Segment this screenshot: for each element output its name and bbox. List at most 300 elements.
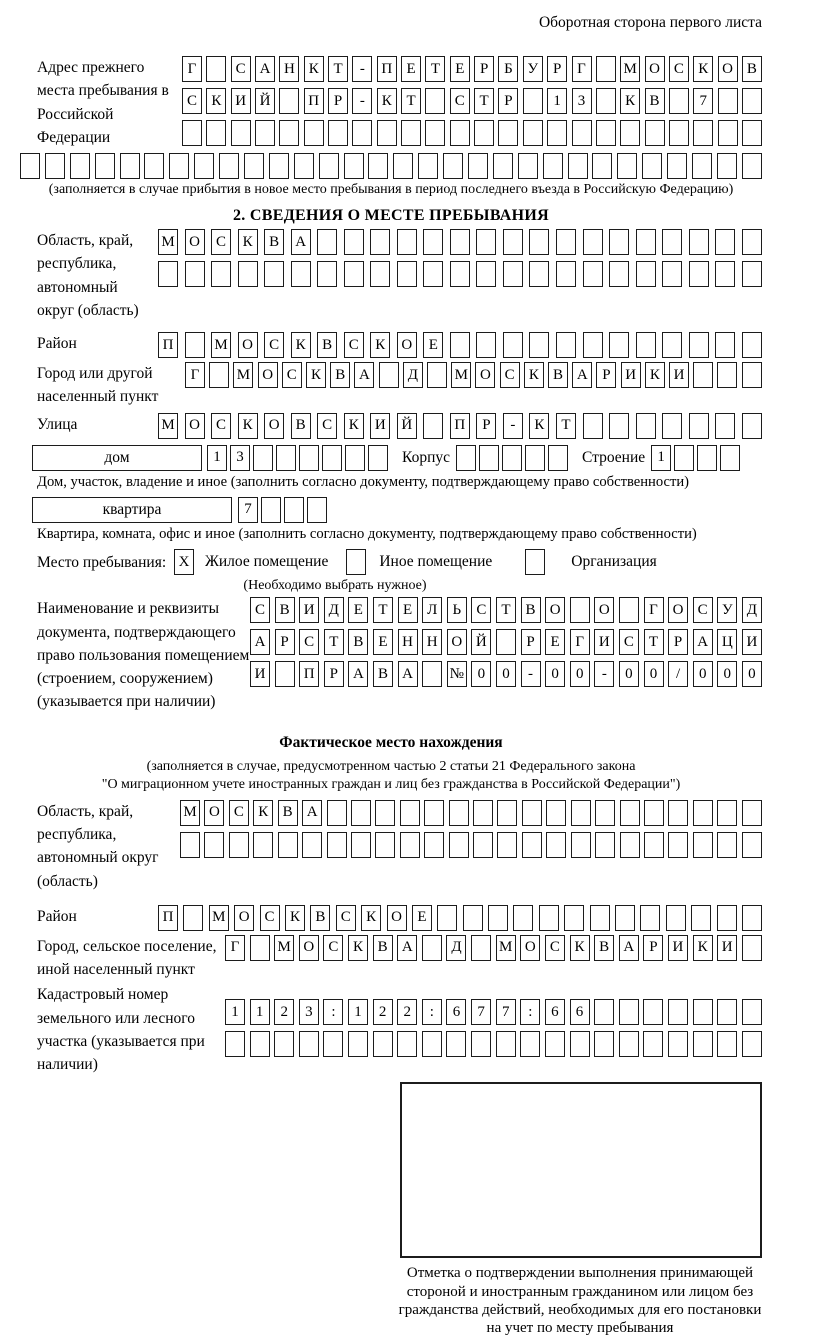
char-box[interactable]: Т xyxy=(425,56,445,82)
char-box[interactable]: К xyxy=(620,88,640,114)
char-box[interactable]: Е xyxy=(545,629,565,655)
char-box[interactable] xyxy=(668,999,688,1025)
char-box[interactable] xyxy=(596,56,616,82)
char-box[interactable] xyxy=(183,905,203,931)
char-box[interactable]: К xyxy=(344,413,364,439)
char-box[interactable] xyxy=(476,332,496,358)
char-box[interactable]: Е xyxy=(450,56,470,82)
char-box[interactable]: - xyxy=(503,413,523,439)
char-box[interactable] xyxy=(520,1031,540,1057)
char-box[interactable]: К xyxy=(291,332,311,358)
char-box[interactable] xyxy=(572,120,592,146)
char-box[interactable] xyxy=(274,1031,294,1057)
char-box[interactable]: - xyxy=(594,661,614,687)
char-box[interactable]: О xyxy=(520,935,540,961)
char-box[interactable]: П xyxy=(158,332,178,358)
char-box[interactable] xyxy=(299,445,319,471)
char-box[interactable] xyxy=(449,800,469,826)
char-box[interactable] xyxy=(370,261,390,287)
char-box[interactable]: С xyxy=(299,629,319,655)
char-box[interactable] xyxy=(284,497,304,523)
char-box[interactable]: О xyxy=(299,935,319,961)
char-box[interactable] xyxy=(692,153,712,179)
char-box[interactable]: Д xyxy=(446,935,466,961)
char-box[interactable] xyxy=(497,832,517,858)
char-box[interactable]: С xyxy=(182,88,202,114)
char-box[interactable] xyxy=(449,832,469,858)
char-box[interactable] xyxy=(375,800,395,826)
char-box[interactable] xyxy=(583,332,603,358)
char-box[interactable]: Т xyxy=(401,88,421,114)
char-box[interactable] xyxy=(522,800,542,826)
char-box[interactable]: 3 xyxy=(572,88,592,114)
char-box[interactable]: 7 xyxy=(496,999,516,1025)
char-box[interactable]: К xyxy=(361,905,381,931)
char-box[interactable]: М xyxy=(274,935,294,961)
char-box[interactable] xyxy=(180,832,200,858)
char-box[interactable] xyxy=(556,261,576,287)
char-box[interactable] xyxy=(642,153,662,179)
char-box[interactable] xyxy=(20,153,40,179)
char-box[interactable]: А xyxy=(255,56,275,82)
char-box[interactable] xyxy=(348,1031,368,1057)
char-box[interactable] xyxy=(304,120,324,146)
char-box[interactable] xyxy=(564,905,584,931)
char-box[interactable]: Т xyxy=(328,56,348,82)
char-box[interactable] xyxy=(742,88,762,114)
char-box[interactable] xyxy=(502,445,522,471)
char-box[interactable] xyxy=(636,413,656,439)
char-box[interactable] xyxy=(689,229,709,255)
char-box[interactable] xyxy=(596,120,616,146)
char-box[interactable]: Е xyxy=(423,332,443,358)
char-box[interactable]: С xyxy=(669,56,689,82)
char-box[interactable] xyxy=(269,153,289,179)
char-box[interactable] xyxy=(742,229,762,255)
char-box[interactable]: Е xyxy=(412,905,432,931)
char-box[interactable]: К xyxy=(377,88,397,114)
char-box[interactable] xyxy=(668,1031,688,1057)
char-box[interactable]: И xyxy=(742,629,762,655)
char-box[interactable] xyxy=(456,445,476,471)
char-box[interactable] xyxy=(158,261,178,287)
char-box[interactable] xyxy=(344,153,364,179)
char-box[interactable] xyxy=(238,261,258,287)
char-box[interactable] xyxy=(693,120,713,146)
char-box[interactable] xyxy=(720,445,740,471)
char-box[interactable]: И xyxy=(621,362,641,388)
char-box[interactable] xyxy=(742,153,762,179)
char-box[interactable] xyxy=(185,332,205,358)
char-box[interactable] xyxy=(590,905,610,931)
char-box[interactable]: В xyxy=(330,362,350,388)
char-box[interactable] xyxy=(45,153,65,179)
char-box[interactable] xyxy=(568,153,588,179)
char-box[interactable]: В xyxy=(645,88,665,114)
char-box[interactable]: 7 xyxy=(471,999,491,1025)
char-box[interactable]: Е xyxy=(401,56,421,82)
char-box[interactable] xyxy=(546,832,566,858)
char-box[interactable]: О xyxy=(594,597,614,623)
char-box[interactable] xyxy=(327,800,347,826)
char-box[interactable]: Р xyxy=(643,935,663,961)
char-box[interactable] xyxy=(368,153,388,179)
char-box[interactable] xyxy=(204,832,224,858)
char-box[interactable] xyxy=(717,905,737,931)
char-box[interactable] xyxy=(264,261,284,287)
char-box[interactable] xyxy=(473,832,493,858)
char-box[interactable] xyxy=(689,261,709,287)
char-box[interactable]: О xyxy=(234,905,254,931)
char-box[interactable]: О xyxy=(204,800,224,826)
char-box[interactable] xyxy=(556,229,576,255)
char-box[interactable] xyxy=(450,229,470,255)
char-box[interactable]: 0 xyxy=(644,661,664,687)
char-box[interactable]: К xyxy=(570,935,590,961)
char-box[interactable]: К xyxy=(306,362,326,388)
char-box[interactable]: Р xyxy=(476,413,496,439)
char-box[interactable]: И xyxy=(594,629,614,655)
char-box[interactable] xyxy=(471,935,491,961)
char-box[interactable]: В xyxy=(348,629,368,655)
char-box[interactable]: С xyxy=(260,905,280,931)
char-box[interactable]: С xyxy=(336,905,356,931)
char-box[interactable] xyxy=(636,229,656,255)
char-box[interactable] xyxy=(422,661,442,687)
char-box[interactable] xyxy=(474,120,494,146)
char-box[interactable] xyxy=(742,800,762,826)
char-box[interactable]: С xyxy=(693,597,713,623)
char-box[interactable]: П xyxy=(304,88,324,114)
char-box[interactable] xyxy=(302,832,322,858)
char-box[interactable] xyxy=(693,362,713,388)
char-box[interactable]: В xyxy=(548,362,568,388)
char-box[interactable]: 6 xyxy=(545,999,565,1025)
char-box[interactable]: С xyxy=(250,597,270,623)
char-box[interactable]: 0 xyxy=(717,661,737,687)
char-box[interactable] xyxy=(640,905,660,931)
char-box[interactable] xyxy=(689,332,709,358)
char-box[interactable] xyxy=(95,153,115,179)
char-box[interactable]: К xyxy=(304,56,324,82)
char-box[interactable] xyxy=(275,661,295,687)
char-box[interactable]: № xyxy=(447,661,467,687)
char-box[interactable] xyxy=(742,832,762,858)
char-box[interactable]: Е xyxy=(348,597,368,623)
char-box[interactable]: А xyxy=(291,229,311,255)
char-box[interactable]: : xyxy=(323,999,343,1025)
char-box[interactable]: Т xyxy=(324,629,344,655)
char-box[interactable]: К xyxy=(285,905,305,931)
char-box[interactable]: Г xyxy=(572,56,592,82)
char-box[interactable] xyxy=(556,332,576,358)
char-box[interactable]: 1 xyxy=(225,999,245,1025)
char-box[interactable]: С xyxy=(344,332,364,358)
char-box[interactable] xyxy=(594,999,614,1025)
char-box[interactable] xyxy=(662,332,682,358)
char-box[interactable] xyxy=(229,832,249,858)
char-box[interactable] xyxy=(529,229,549,255)
char-box[interactable] xyxy=(742,362,762,388)
char-box[interactable] xyxy=(503,229,523,255)
char-box[interactable]: К xyxy=(529,413,549,439)
char-box[interactable]: Т xyxy=(474,88,494,114)
char-box[interactable]: М xyxy=(180,800,200,826)
char-box[interactable]: И xyxy=(668,935,688,961)
char-box[interactable] xyxy=(418,153,438,179)
char-box[interactable] xyxy=(570,1031,590,1057)
char-box[interactable] xyxy=(529,261,549,287)
char-box[interactable] xyxy=(169,153,189,179)
char-box[interactable]: Р xyxy=(521,629,541,655)
char-box[interactable]: К xyxy=(370,332,390,358)
char-box[interactable]: 1 xyxy=(207,445,227,471)
char-box[interactable] xyxy=(595,800,615,826)
char-box[interactable]: Р xyxy=(324,661,344,687)
organization-checkbox[interactable] xyxy=(525,549,545,575)
char-box[interactable] xyxy=(522,832,542,858)
char-box[interactable] xyxy=(693,1031,713,1057)
char-box[interactable] xyxy=(715,229,735,255)
char-box[interactable]: 0 xyxy=(693,661,713,687)
char-box[interactable]: У xyxy=(717,597,737,623)
char-box[interactable] xyxy=(488,905,508,931)
residential-checkbox[interactable]: X xyxy=(174,549,194,575)
char-box[interactable] xyxy=(225,1031,245,1057)
char-box[interactable] xyxy=(185,261,205,287)
char-box[interactable] xyxy=(344,261,364,287)
char-box[interactable] xyxy=(513,905,533,931)
char-box[interactable] xyxy=(279,88,299,114)
char-box[interactable]: А xyxy=(572,362,592,388)
char-box[interactable]: Д xyxy=(742,597,762,623)
char-box[interactable]: 7 xyxy=(693,88,713,114)
char-box[interactable]: О xyxy=(185,229,205,255)
char-box[interactable] xyxy=(377,120,397,146)
char-box[interactable] xyxy=(476,261,496,287)
char-box[interactable] xyxy=(539,905,559,931)
char-box[interactable] xyxy=(375,832,395,858)
char-box[interactable] xyxy=(352,120,372,146)
char-box[interactable] xyxy=(423,229,443,255)
char-box[interactable] xyxy=(450,261,470,287)
char-box[interactable]: Р xyxy=(547,56,567,82)
char-box[interactable] xyxy=(427,362,447,388)
char-box[interactable] xyxy=(423,413,443,439)
char-box[interactable] xyxy=(718,88,738,114)
char-box[interactable] xyxy=(351,800,371,826)
char-box[interactable]: И xyxy=(669,362,689,388)
char-box[interactable]: Р xyxy=(275,629,295,655)
char-box[interactable] xyxy=(523,88,543,114)
char-box[interactable]: О xyxy=(475,362,495,388)
char-box[interactable]: В xyxy=(742,56,762,82)
char-box[interactable] xyxy=(279,120,299,146)
char-box[interactable] xyxy=(543,153,563,179)
char-box[interactable] xyxy=(668,800,688,826)
char-box[interactable]: С xyxy=(317,413,337,439)
char-box[interactable] xyxy=(437,905,457,931)
char-box[interactable]: А xyxy=(693,629,713,655)
char-box[interactable]: О xyxy=(258,362,278,388)
char-box[interactable]: С xyxy=(211,413,231,439)
char-box[interactable]: М xyxy=(496,935,516,961)
char-box[interactable] xyxy=(255,120,275,146)
char-box[interactable]: Т xyxy=(373,597,393,623)
char-box[interactable] xyxy=(717,800,737,826)
char-box[interactable] xyxy=(715,413,735,439)
char-box[interactable]: 1 xyxy=(348,999,368,1025)
char-box[interactable] xyxy=(503,261,523,287)
char-box[interactable] xyxy=(194,153,214,179)
char-box[interactable] xyxy=(261,497,281,523)
char-box[interactable]: Р xyxy=(596,362,616,388)
char-box[interactable] xyxy=(182,120,202,146)
char-box[interactable] xyxy=(253,445,273,471)
char-box[interactable] xyxy=(424,800,444,826)
char-box[interactable] xyxy=(742,120,762,146)
char-box[interactable] xyxy=(493,153,513,179)
char-box[interactable]: С xyxy=(264,332,284,358)
char-box[interactable]: В xyxy=(291,413,311,439)
char-box[interactable] xyxy=(666,905,686,931)
char-box[interactable] xyxy=(662,229,682,255)
char-box[interactable]: - xyxy=(521,661,541,687)
char-box[interactable] xyxy=(583,229,603,255)
char-box[interactable] xyxy=(231,120,251,146)
char-box[interactable]: 6 xyxy=(446,999,466,1025)
char-box[interactable] xyxy=(291,261,311,287)
char-box[interactable] xyxy=(742,332,762,358)
char-box[interactable]: И xyxy=(717,935,737,961)
char-box[interactable]: И xyxy=(299,597,319,623)
char-box[interactable]: Й xyxy=(397,413,417,439)
char-box[interactable]: - xyxy=(352,56,372,82)
char-box[interactable]: В xyxy=(278,800,298,826)
char-box[interactable]: П xyxy=(158,905,178,931)
char-box[interactable] xyxy=(299,1031,319,1057)
char-box[interactable] xyxy=(717,362,737,388)
char-box[interactable] xyxy=(525,445,545,471)
char-box[interactable]: Т xyxy=(556,413,576,439)
char-box[interactable] xyxy=(596,88,616,114)
char-box[interactable]: Г xyxy=(644,597,664,623)
char-box[interactable] xyxy=(278,832,298,858)
char-box[interactable]: П xyxy=(299,661,319,687)
char-box[interactable]: А xyxy=(397,935,417,961)
char-box[interactable] xyxy=(393,153,413,179)
char-box[interactable] xyxy=(328,120,348,146)
char-box[interactable] xyxy=(571,800,591,826)
char-box[interactable]: 1 xyxy=(250,999,270,1025)
char-box[interactable]: 3 xyxy=(299,999,319,1025)
char-box[interactable]: Й xyxy=(471,629,491,655)
char-box[interactable] xyxy=(379,362,399,388)
char-box[interactable]: А xyxy=(354,362,374,388)
char-box[interactable] xyxy=(693,832,713,858)
char-box[interactable] xyxy=(422,1031,442,1057)
char-box[interactable]: М xyxy=(233,362,253,388)
char-box[interactable] xyxy=(323,1031,343,1057)
char-box[interactable]: К xyxy=(693,935,713,961)
char-box[interactable] xyxy=(691,905,711,931)
char-box[interactable] xyxy=(742,413,762,439)
char-box[interactable] xyxy=(643,1031,663,1057)
char-box[interactable] xyxy=(307,497,327,523)
char-box[interactable] xyxy=(742,1031,762,1057)
char-box[interactable] xyxy=(717,999,737,1025)
char-box[interactable] xyxy=(322,445,342,471)
char-box[interactable] xyxy=(609,413,629,439)
char-box[interactable] xyxy=(620,120,640,146)
char-box[interactable] xyxy=(717,832,737,858)
char-box[interactable]: О xyxy=(718,56,738,82)
char-box[interactable]: Т xyxy=(496,597,516,623)
char-box[interactable]: С xyxy=(500,362,520,388)
char-box[interactable]: Р xyxy=(474,56,494,82)
char-box[interactable] xyxy=(620,800,640,826)
char-box[interactable] xyxy=(669,88,689,114)
char-box[interactable]: М xyxy=(158,413,178,439)
char-box[interactable]: К xyxy=(645,362,665,388)
char-box[interactable]: П xyxy=(377,56,397,82)
char-box[interactable]: 0 xyxy=(570,661,590,687)
char-box[interactable] xyxy=(219,153,239,179)
char-box[interactable]: : xyxy=(520,999,540,1025)
char-box[interactable] xyxy=(619,1031,639,1057)
char-box[interactable] xyxy=(715,332,735,358)
char-box[interactable] xyxy=(368,445,388,471)
char-box[interactable] xyxy=(609,261,629,287)
char-box[interactable]: В xyxy=(317,332,337,358)
char-box[interactable]: А xyxy=(302,800,322,826)
char-box[interactable]: Н xyxy=(279,56,299,82)
char-box[interactable] xyxy=(498,120,518,146)
char-box[interactable] xyxy=(742,999,762,1025)
char-box[interactable] xyxy=(620,832,640,858)
char-box[interactable]: О xyxy=(387,905,407,931)
char-box[interactable] xyxy=(547,120,567,146)
char-box[interactable]: Е xyxy=(373,629,393,655)
char-box[interactable]: П xyxy=(450,413,470,439)
char-box[interactable] xyxy=(345,445,365,471)
char-box[interactable] xyxy=(662,413,682,439)
char-box[interactable] xyxy=(715,261,735,287)
char-box[interactable]: В xyxy=(373,661,393,687)
char-box[interactable]: М xyxy=(211,332,231,358)
char-box[interactable]: К xyxy=(206,88,226,114)
char-box[interactable] xyxy=(636,332,656,358)
char-box[interactable] xyxy=(317,261,337,287)
char-box[interactable]: К xyxy=(348,935,368,961)
char-box[interactable] xyxy=(425,88,445,114)
char-box[interactable]: 0 xyxy=(619,661,639,687)
char-box[interactable] xyxy=(609,332,629,358)
char-box[interactable] xyxy=(595,832,615,858)
char-box[interactable] xyxy=(594,1031,614,1057)
char-box[interactable]: Г xyxy=(182,56,202,82)
char-box[interactable] xyxy=(120,153,140,179)
char-box[interactable]: И xyxy=(370,413,390,439)
char-box[interactable] xyxy=(463,905,483,931)
char-box[interactable]: О xyxy=(447,629,467,655)
char-box[interactable] xyxy=(693,800,713,826)
char-box[interactable] xyxy=(697,445,717,471)
char-box[interactable]: Р xyxy=(498,88,518,114)
char-box[interactable]: 0 xyxy=(471,661,491,687)
char-box[interactable]: М xyxy=(451,362,471,388)
char-box[interactable]: 1 xyxy=(547,88,567,114)
